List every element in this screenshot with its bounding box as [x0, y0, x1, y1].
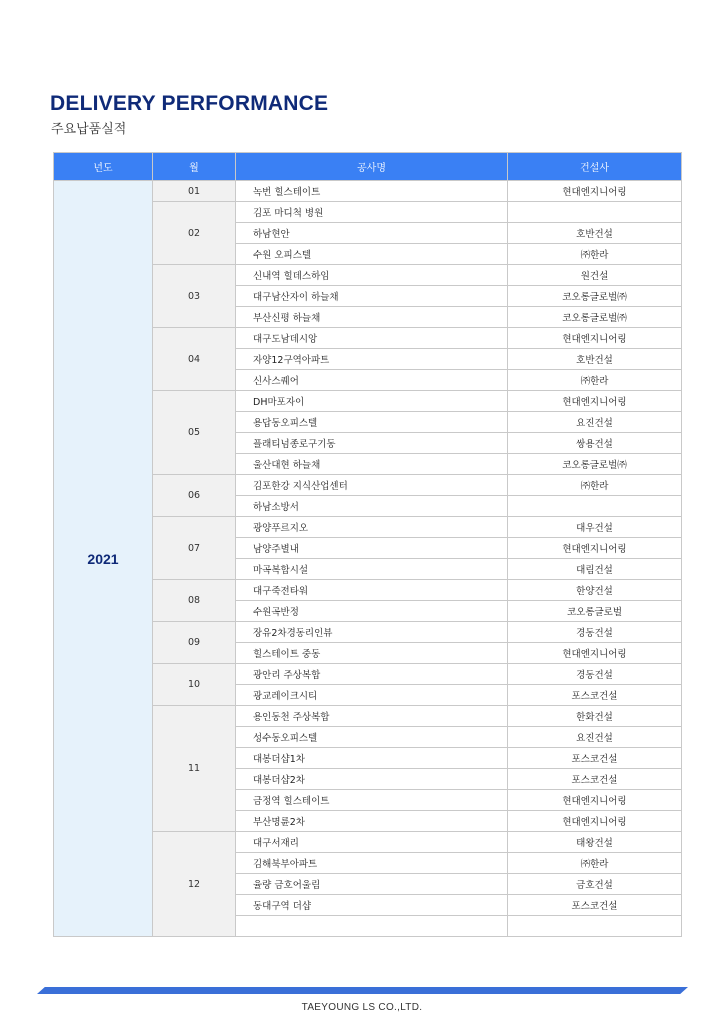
project-name-cell: 부산명륜2차 [236, 811, 508, 832]
header-month: 월 [153, 153, 236, 181]
builder-name-cell: 호반건설 [508, 349, 682, 370]
table-header-row [54, 153, 682, 181]
builder-name-cell: 코오롱글로벌㈜ [508, 454, 682, 475]
project-name-cell: 힐스테이트 중동 [236, 643, 508, 664]
project-name-cell: 하남소방서 [236, 496, 508, 517]
builder-name-cell: 경동건설 [508, 664, 682, 685]
project-name-cell: 수원곡반정 [236, 601, 508, 622]
project-name-cell: 율량 금호어울림 [236, 874, 508, 895]
project-name-cell: 하남현안 [236, 223, 508, 244]
header-project: 공사명 [236, 153, 508, 181]
builder-name-cell: 현대엔지니어링 [508, 181, 682, 202]
builder-name-cell: 코오롱글로벌㈜ [508, 307, 682, 328]
project-name-cell: 장유2차경동리인뷰 [236, 622, 508, 643]
builder-name-cell: 코오롱글로벌㈜ [508, 286, 682, 307]
project-name-cell: 김포 마디척 병원 [236, 202, 508, 223]
project-name-cell: 광교레이크시티 [236, 685, 508, 706]
month-cell: 02 [153, 202, 236, 265]
builder-name-cell: 포스코건설 [508, 685, 682, 706]
builder-name-cell: 요진건설 [508, 412, 682, 433]
project-name-cell: 부산신평 하늘채 [236, 307, 508, 328]
page-subtitle: 주요납품실적 [51, 122, 127, 137]
project-name-cell: 대구죽전타워 [236, 580, 508, 601]
builder-name-cell: 현대엔지니어링 [508, 328, 682, 349]
project-name-cell: 김포한강 지식산업센터 [236, 475, 508, 496]
builder-name-cell: 현대엔지니어링 [508, 538, 682, 559]
builder-name-cell [508, 916, 682, 937]
builder-name-cell: 금호건설 [508, 874, 682, 895]
project-name-cell: 플래티넘종로구기동 [236, 433, 508, 454]
project-name-cell: 녹번 힐스테이트 [236, 181, 508, 202]
month-cell: 09 [153, 622, 236, 664]
project-name-cell: 금정역 힐스테이트 [236, 790, 508, 811]
footer-company-name: TAEYOUNG LS CO.,LTD. [301, 1002, 423, 1013]
project-name-cell: 동대구역 더샵 [236, 895, 508, 916]
project-name-cell: 대구도남데시앙 [236, 328, 508, 349]
header-year: 년도 [54, 153, 153, 181]
project-name-cell: 남양주별내 [236, 538, 508, 559]
project-name-cell: 광안리 주상복합 [236, 664, 508, 685]
builder-name-cell: ㈜한라 [508, 370, 682, 391]
project-name-cell: 신내역 힐데스하임 [236, 265, 508, 286]
project-name-cell: 수원 오피스텔 [236, 244, 508, 265]
project-name-cell: 대봉더샵2차 [236, 769, 508, 790]
project-name-cell: 광양푸르지오 [236, 517, 508, 538]
builder-name-cell: ㈜한라 [508, 244, 682, 265]
project-name-cell: 대구서재리 [236, 832, 508, 853]
builder-name-cell: 대림건설 [508, 559, 682, 580]
month-cell: 06 [153, 475, 236, 517]
page-title: DELIVERY PERFORMANCE [50, 92, 329, 115]
builder-name-cell: 포스코건설 [508, 895, 682, 916]
project-name-cell: DH마포자이 [236, 391, 508, 412]
builder-name-cell: 원건설 [508, 265, 682, 286]
builder-name-cell: 호반건설 [508, 223, 682, 244]
project-name-cell: 김해북부아파트 [236, 853, 508, 874]
project-name-cell: 자양12구역아파트 [236, 349, 508, 370]
month-cell: 03 [153, 265, 236, 328]
project-name-cell: 마곡복합시설 [236, 559, 508, 580]
builder-name-cell: 현대엔지니어링 [508, 643, 682, 664]
project-name-cell: 용인동천 주상복합 [236, 706, 508, 727]
builder-name-cell: 요진건설 [508, 727, 682, 748]
builder-name-cell: 현대엔지니어링 [508, 790, 682, 811]
builder-name-cell: 한양건설 [508, 580, 682, 601]
builder-name-cell: ㈜한라 [508, 475, 682, 496]
month-cell: 04 [153, 328, 236, 391]
month-cell: 07 [153, 517, 236, 580]
builder-name-cell: 태왕건설 [508, 832, 682, 853]
header-builder: 건설사 [508, 153, 682, 181]
month-cell: 08 [153, 580, 236, 622]
builder-name-cell [508, 202, 682, 223]
project-name-cell: 대봉더샵1차 [236, 748, 508, 769]
builder-name-cell: 코오롱글로벌 [508, 601, 682, 622]
builder-name-cell: 포스코건설 [508, 769, 682, 790]
table-row [54, 181, 682, 202]
builder-name-cell: 대우건설 [508, 517, 682, 538]
builder-name-cell: 현대엔지니어링 [508, 811, 682, 832]
builder-name-cell: ㈜한라 [508, 853, 682, 874]
builder-name-cell: 경동건설 [508, 622, 682, 643]
footer-bar [37, 987, 688, 994]
month-cell: 01 [153, 181, 236, 202]
month-cell: 10 [153, 664, 236, 706]
table-body [54, 181, 682, 937]
month-cell: 11 [153, 706, 236, 832]
builder-name-cell: 쌍용건설 [508, 433, 682, 454]
project-name-cell: 성수동오피스텔 [236, 727, 508, 748]
month-cell: 12 [153, 832, 236, 937]
project-name-cell: 울산대현 하늘채 [236, 454, 508, 475]
project-name-cell: 대구남산자이 하늘채 [236, 286, 508, 307]
month-cell: 05 [153, 391, 236, 475]
builder-name-cell: 현대엔지니어링 [508, 391, 682, 412]
project-name-cell [236, 916, 508, 937]
builder-name-cell: 포스코건설 [508, 748, 682, 769]
project-name-cell: 신사스퀘어 [236, 370, 508, 391]
builder-name-cell: 한화건설 [508, 706, 682, 727]
builder-name-cell [508, 496, 682, 517]
project-name-cell: 용답동오피스텔 [236, 412, 508, 433]
delivery-performance-table [53, 152, 682, 937]
year-cell: 2021 [54, 181, 153, 937]
